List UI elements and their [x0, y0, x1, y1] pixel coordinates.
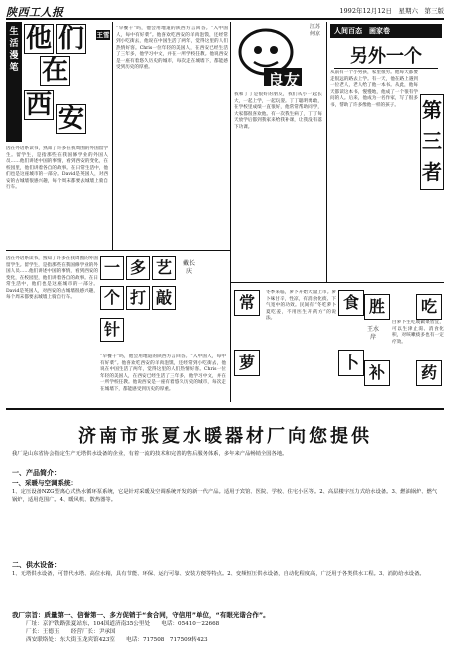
title-char: 萝: [234, 350, 260, 376]
ad-title: 济南市张夏水暖器材厂向您提供: [78, 426, 372, 447]
masthead: 陕西工人报: [6, 6, 64, 19]
title-char: 艺: [152, 256, 176, 280]
yiduo-body-left: 因在外语系读书，熟知了许多在我周围的外国留学生。留学生，是指那些在我国修学业的外国人员……他们讲述中国的事情，看到西安的变化，在校园里，他们讲着各自的故事。在日常生活中，他们也是这座城市的一部分。David是英国人，对西安的古城墙很感兴趣，每个周末都要去城墙上骑自行车。: [6, 256, 98, 300]
article1-title: [24, 24, 90, 140]
ad-section-1: 一、产品简介：: [12, 469, 61, 477]
title-char: 安: [57, 104, 84, 134]
ad-contact-2: 厂长：王德玉 经营厂长：尹承国: [26, 629, 116, 635]
ad-section-2: 二、供水设备：: [12, 561, 61, 569]
ws-body: 白萝卜生吃或做菜皆宜，可以生津止渴、消食化积，对咳嗽痰多也有一定疗效。: [392, 320, 444, 345]
ad-intro: 我厂是山东省协会指定生产无塔供水设备的企业，有着一流的技术和完善的售后服务体系，多年来产品畅销全国各地。: [12, 451, 288, 457]
yiduo-body-bottom: “早餐干”吗，他会用地道的陕西方言回答。“入中国人，每中有好菜”。他喜欢吃西安的羊肉泡馍，还经常到小吃街去，他说在中国生活了两年，觉得这里的人们热情好客。Chris一位年轻的美国人，在西安已经生活了三年多，他学习中文，并在一所学校任教。他说西安是一座有着悠久历史的城市，每次走在城墙下，都能感受到历史的厚重。: [100, 354, 226, 392]
title-char: 卜: [338, 350, 364, 376]
yiduo-title: [100, 256, 180, 352]
divider: [6, 250, 230, 251]
title-char: 食: [338, 290, 364, 316]
issue-date: 1992年12月12日 星期六 第三版: [339, 7, 444, 15]
author-name: 王雪: [96, 31, 110, 39]
advertisement: [6, 408, 444, 644]
right-article-body: 从前有一个小男孩，家里很穷。他每天都要走很远的路去上学。有一天，他在路上遇到一位老人，老人给了他一本书。从此，他每天都读这本书，慢慢地，他成了一个很有学问的人。后来，他成为一名作家，写了很多书，帮助了许多像他一样的孩子。: [330, 70, 418, 108]
title-char: 在: [41, 56, 68, 86]
title-char: 常: [234, 290, 260, 316]
title-char: 一: [100, 256, 124, 280]
liangyou-title: 良友: [268, 71, 301, 90]
title-char: 针: [100, 318, 124, 342]
yiduo-author: 戴长庆: [182, 260, 195, 275]
title-char: 吃: [416, 294, 442, 320]
article1-body-col2: “早餐干”吗，他会用地道的陕西方言回答。“入中国人，每中有好菜”。他喜欢吃西安的羊肉泡馍，还经常到小吃街去，他说在中国生活了两年，觉得这里的人们热情好客。Chris一位年轻的美国人，在西安已经生活了三年多，他学习中文，并在一所学校任教。他说西安是一座有着悠久历史的城市，每次走在城墙下，都能感受到历史的厚重。: [116, 26, 228, 70]
title-char: 打: [126, 286, 150, 310]
ad-body-1: 1、定压设备NZG型离心式热水循环泵系统，它是针对采暖及空调系统开发的新一代产品。适用于宾馆、医院、学校、住宅小区等。2、高层楼宇压力式给水设备。3、燃油锅炉、燃气锅炉，适用范围广。4、暖风机、散热器等。: [12, 489, 438, 503]
title-char: 个: [100, 286, 124, 310]
title-char: 胜: [364, 294, 390, 320]
csl-title-right: [338, 290, 364, 380]
ad-contact-3: 西安联络处：东大街玉龙宾馆423室 电话：717508 717509转423: [26, 637, 208, 643]
divider: [230, 282, 444, 283]
title-char: 西: [25, 90, 52, 120]
title-char: 他: [25, 24, 52, 54]
liangyou-logo: [234, 24, 306, 88]
article1-author: [96, 26, 110, 126]
title-char: 敲: [152, 286, 176, 310]
csl-title: [234, 290, 266, 380]
tagline-text: 生活漫笔: [9, 27, 19, 73]
right-column-header: 人间百态 画家卷: [330, 24, 442, 38]
title-char: 们: [57, 24, 84, 54]
ad-contact-1: 厂址：京沪铁路张夏站东，104国道济南35公里处 电话：05410－22668: [26, 621, 220, 627]
column-tagline: [6, 22, 22, 142]
right-article-vertical-title: 第三者: [420, 94, 444, 190]
divider: [112, 22, 113, 250]
ad-body-2: 1、无塔供水设备，可替代水塔、高位水箱，具有节能、环保、运行可靠、安装方便等特点。2、变频恒压供水设备，自动化程度高，广泛用于各类供水工程。3、消防给水设备。: [12, 571, 425, 577]
ad-subsection-1: 一、采暖与空调系统：: [12, 479, 77, 487]
divider: [326, 22, 327, 282]
ws-author: 王水岸: [366, 326, 379, 341]
right-article-title: 另外一个: [334, 42, 438, 69]
title-char: 多: [126, 256, 150, 280]
csl-body: 冬季来临，萝卜开始大量上市。萝卜味甘辛，性凉，有消食化痰、下气宽中的功效。民间有“冬吃萝卜夏吃姜，不用医生开药方”的说法。: [266, 290, 336, 321]
article1-body-col1: 因在外语系读书，熟知了许多在我周围的外国留学生。留学生，是指那些在我国修学业的外国人员……他们讲述中国的事情，看到西安的变化，在校园里，他们讲着各自的故事。在日常生活中，他们也是这座城市的一部分。David是英国人，对西安的古城墙很感兴趣，每个周末都要去城墙上骑自行车。: [6, 146, 108, 190]
page-header: [6, 4, 444, 20]
title-char: 药: [416, 360, 442, 386]
liangyou-body: 我和丁丁是很好的朋友，我们从小一起长大，一起上学，一起玩耍。丁丁聪明勇敢，在学校里成绩一直很好，他常常帮助同学，大家都很喜欢他。有一次我生病了，丁丁每天放学后都到我家来给我补课，让我没有落下功课。: [234, 92, 322, 130]
ad-slogan: 我厂宗旨：质量第一、信誉第一、多方促销于“食合同，守信用”单位，“有眼光谐合作”。: [12, 611, 270, 619]
divider: [230, 22, 231, 402]
title-char: 补: [364, 360, 390, 386]
liangyou-author: 江苏 何京: [310, 24, 326, 37]
